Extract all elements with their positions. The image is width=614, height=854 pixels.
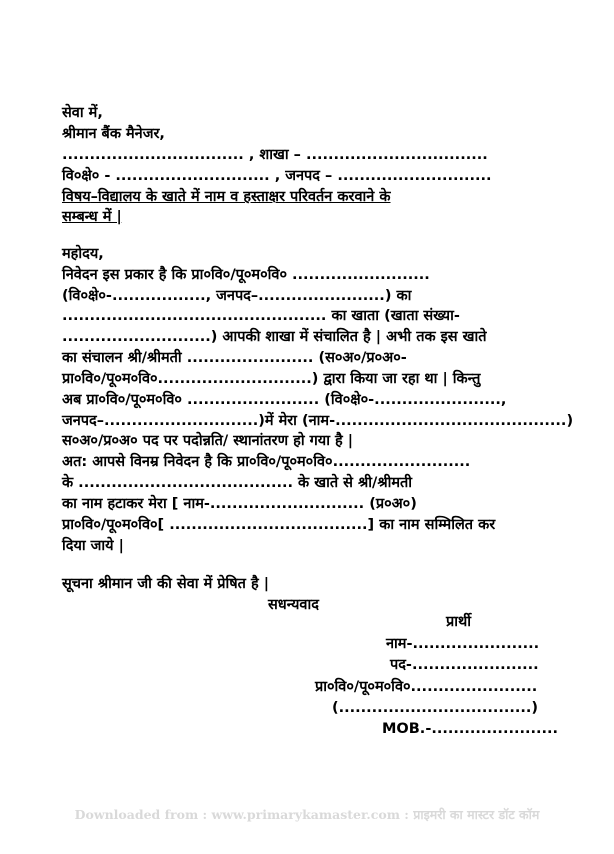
signature-school-line: प्रा०वि०/पू०म०वि०....................... (315, 679, 538, 695)
thanks: सधन्यवाद (268, 597, 319, 613)
subject-text: –विद्यालय के खाते में नाम व हस्ताक्षर परिवर्तन करवाने के (90, 189, 391, 205)
greeting: महोदय, (62, 246, 104, 262)
signature-name-line: नाम-....................... (386, 636, 540, 652)
applicant-label: प्रार्थी (446, 614, 472, 630)
body-line: प्रा०वि०/पू०म०वि०............................) द्वारा किया जा रहा था | किन्तु (62, 371, 481, 387)
body-line: निवेदन इस प्रकार है कि प्रा०वि०/पू०म०वि० ......................... (62, 267, 430, 283)
body-line: का संचालन श्री/श्रीमती ....................... (स०अ०/प्र०अ०- (62, 350, 407, 366)
body-line: का नाम हटाकर मेरा [ नाम-............................ (प्र०अ०) (62, 496, 417, 512)
block-line: वि०क्षे० - ............................ , जनपद – ............................ (62, 168, 492, 184)
body-line: जनपद–............................)में मेरा (नाम-..........................................) (62, 413, 574, 429)
subject-label: विषय (62, 189, 91, 205)
body-line: स०अ०/प्र०अ० पद पर पदोन्नति/ स्थानांतरण हो गया है | (62, 433, 354, 449)
signature-bracket-line: (...................................) (332, 700, 539, 716)
signature-post-line: पद-....................... (390, 657, 539, 673)
body-line: ................................................ का खाता (खाता संख्या- (62, 308, 460, 324)
subject-text-2: सम्बन्ध में | (62, 209, 122, 225)
body-line: के ....................................... के खाते से श्री/श्रीमती (62, 475, 413, 491)
branch-line: ................................. , शाखा – ................................. (62, 147, 488, 163)
signature-mobile-line: MOB.-....................... (382, 721, 559, 737)
body-line: दिया जाये | (62, 538, 124, 554)
body-line: प्रा०वि०/पू०म०वि०[ ....................................] का नाम सम्मिलित कर (62, 517, 496, 533)
closing-line: सूचना श्रीमान जी की सेवा में प्रेषित है | (62, 576, 270, 592)
body-line: ...........................) आपकी शाखा में संचालित है | अभी तक इस खाते (62, 329, 487, 345)
download-source-footer: Downloaded from : www.primarykamaster.com : प्राइमरी का मास्टर डॉट कॉम (74, 807, 540, 822)
salutation-to: सेवा में, (62, 105, 103, 121)
addressee: श्रीमान बैंक मैनेजर, (62, 126, 165, 142)
body-line: अत: आपसे विनम्र निवेदन है कि प्रा०वि०/पू०म०वि०......................... (62, 454, 471, 470)
subject-line (62, 187, 391, 207)
body-line: अब प्रा०वि०/पू०म०वि० ........................ (वि०क्षे०-......................., (62, 392, 507, 408)
body-line: (वि०क्षे०-................., जनपद–.......................) का (62, 288, 412, 304)
